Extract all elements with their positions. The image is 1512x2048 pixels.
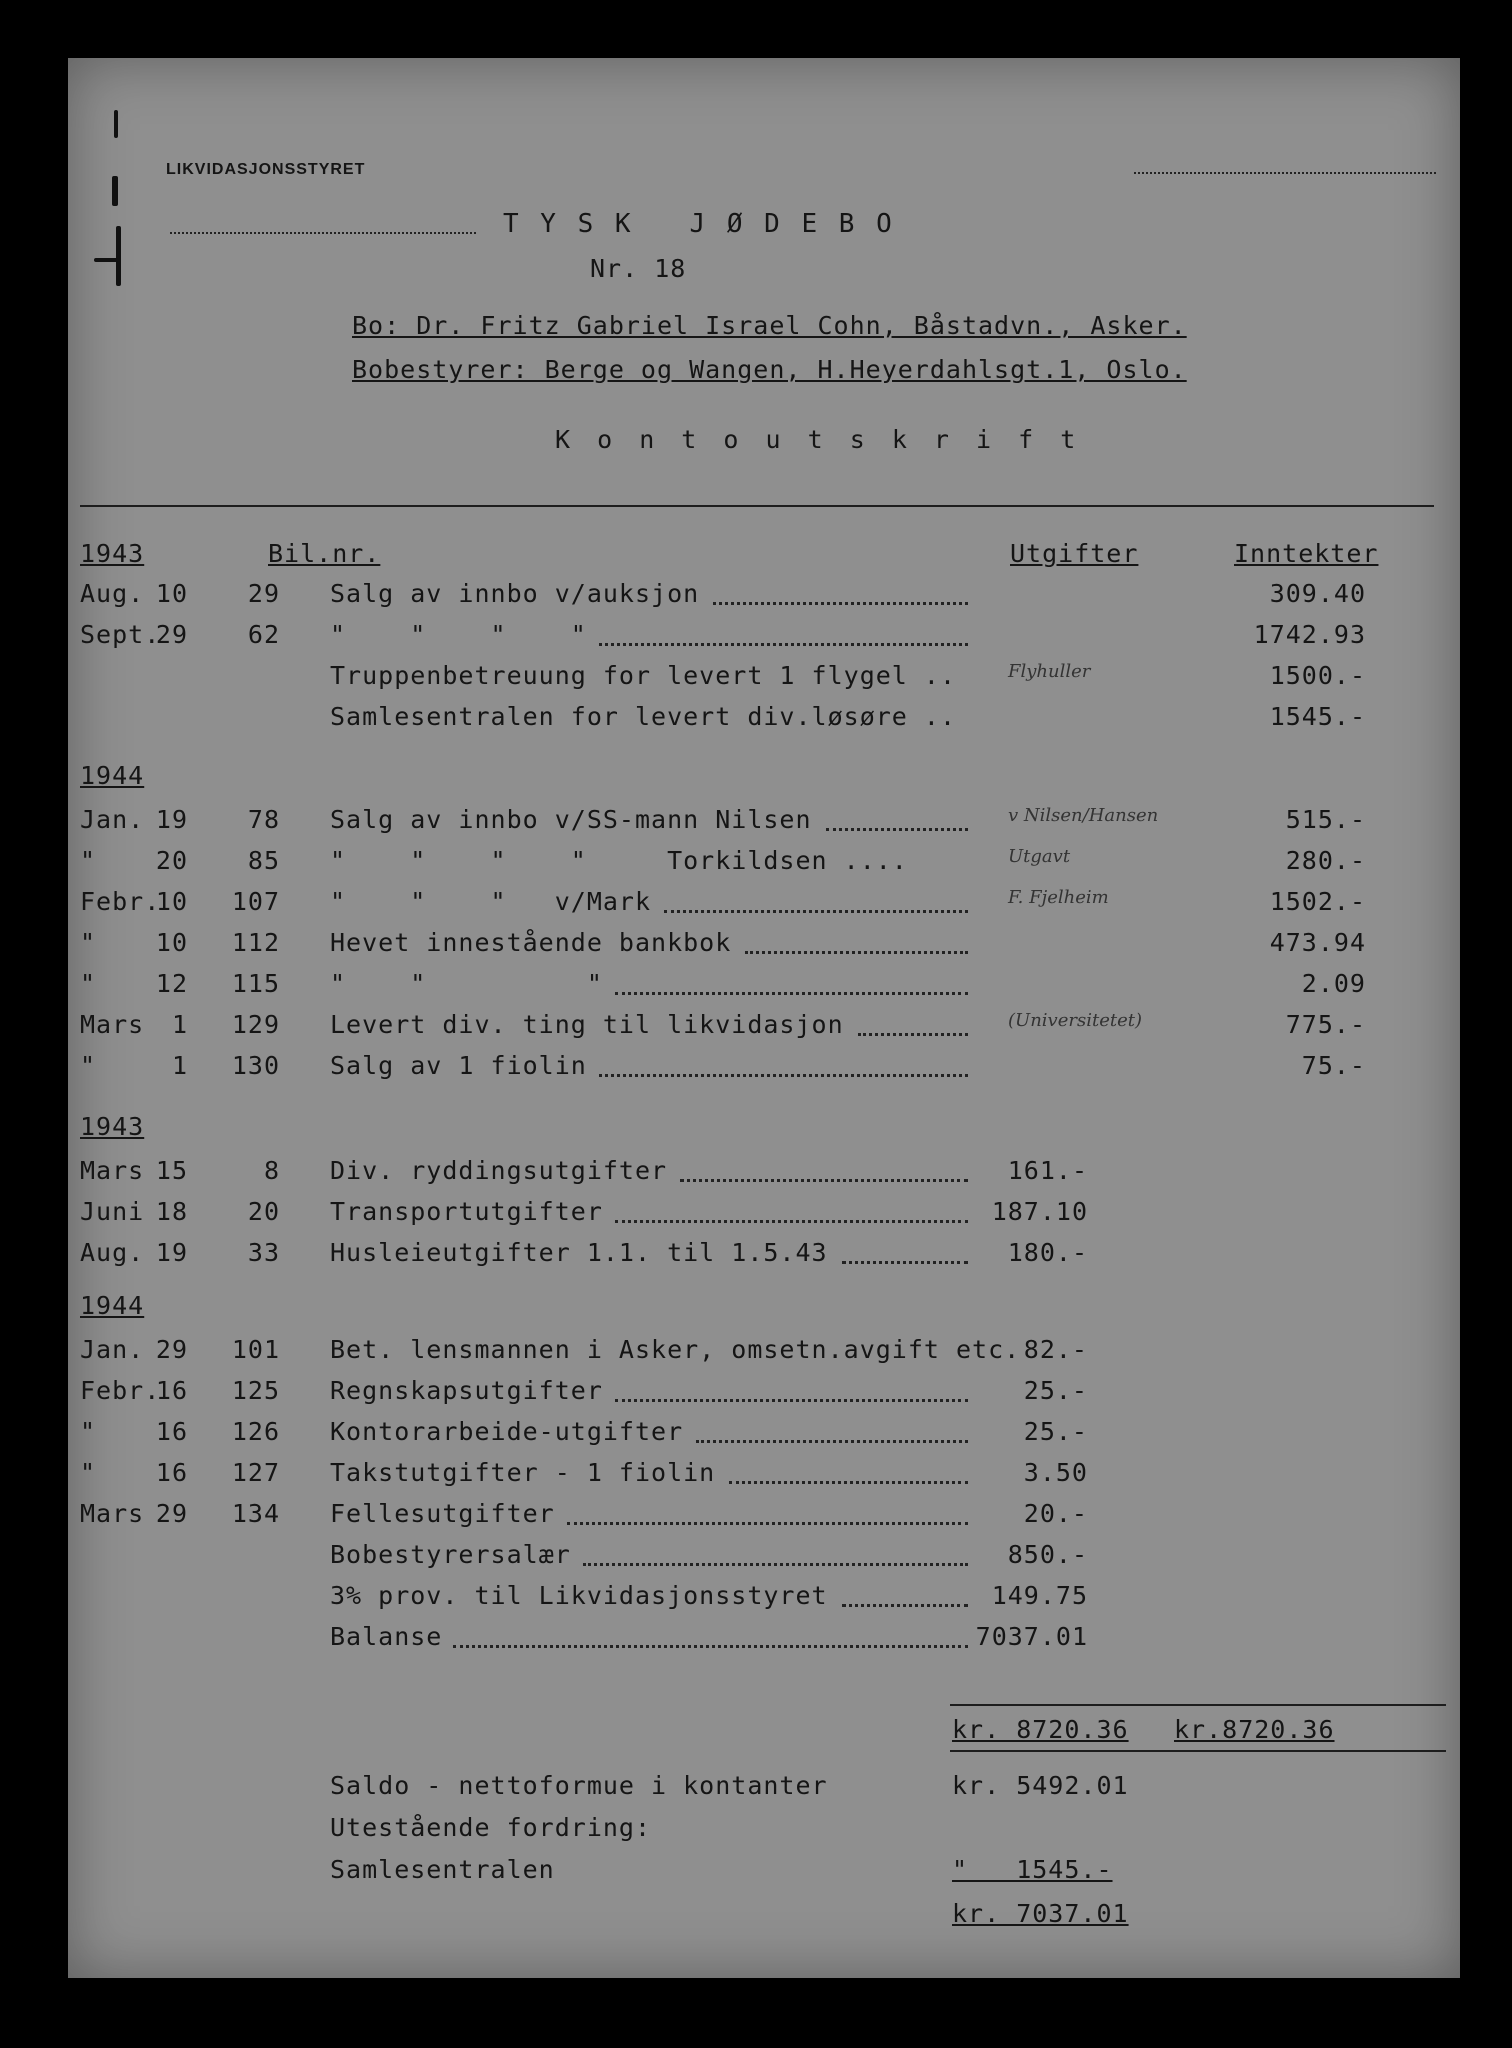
dot-leader (583, 1563, 968, 1566)
dot-leader (615, 992, 968, 995)
row-month: Sept. (80, 620, 161, 649)
row-day: 10 (155, 579, 188, 608)
binding-mark (94, 258, 118, 262)
dot-leader (453, 1645, 968, 1648)
row-description: Salg av innbo v/SS-mann Nilsen (330, 805, 812, 834)
row-amount: 515.- (1285, 805, 1366, 834)
binding-mark (114, 110, 118, 138)
handwritten-note: v Nilsen/Hansen (1008, 805, 1159, 826)
row-day: 29 (155, 1335, 188, 1364)
row-month: Mars (80, 1499, 145, 1528)
row-month: Jan. (80, 1335, 145, 1364)
row-amount: 7037.01 (975, 1622, 1088, 1651)
row-day: 12 (155, 969, 188, 998)
year-heading-1944: 1944 (80, 761, 145, 790)
row-month: Juni (80, 1197, 145, 1226)
row-description: Hevet innestående bankbok (330, 928, 732, 957)
header-rule (80, 505, 1434, 507)
dot-leader (826, 828, 968, 831)
row-amount: 1502.- (1269, 887, 1366, 916)
row-description: Husleieutgifter 1.1. til 1.5.43 (330, 1238, 828, 1267)
row-description: Fellesutgifter (330, 1499, 555, 1528)
dot-leader (713, 602, 968, 605)
dot-leader (680, 1179, 968, 1182)
row-amount: 75.- (1301, 1051, 1366, 1080)
row-voucher: 78 (247, 805, 280, 834)
dot-leader (615, 1399, 968, 1402)
handwritten-note: Flyhuller (1008, 661, 1091, 682)
dot-leader (858, 1033, 968, 1036)
row-voucher: 112 (231, 928, 280, 957)
dot-leader (615, 1220, 968, 1223)
row-amount: 161.- (1007, 1156, 1088, 1185)
dot-leader (745, 951, 968, 954)
organization-stamp: LIKVIDASJONSSTYRET (166, 161, 366, 178)
row-month: " (80, 969, 97, 998)
row-description: Samlesentralen for levert div.løsøre .. (330, 702, 956, 731)
row-amount: 187.10 (991, 1197, 1088, 1226)
row-day: 1 (171, 1010, 188, 1039)
row-voucher: 129 (231, 1010, 280, 1039)
administrator-line: Bobestyrer: Berge og Wangen, H.Heyerdahlsgt.1, Oslo. (352, 355, 1187, 384)
row-description: Kontorarbeide-utgifter (330, 1417, 684, 1446)
row-voucher: 127 (231, 1458, 280, 1487)
row-amount: 309.40 (1269, 579, 1366, 608)
row-voucher: 29 (247, 579, 280, 608)
row-day: 16 (155, 1376, 188, 1405)
row-voucher: 126 (231, 1417, 280, 1446)
row-description: " " " " (330, 620, 587, 649)
row-amount: 775.- (1285, 1010, 1366, 1039)
row-description: Regnskapsutgifter (330, 1376, 603, 1405)
row-amount: 25.- (1023, 1376, 1088, 1405)
row-day: 19 (155, 1238, 188, 1267)
reference-line (1134, 172, 1436, 174)
row-description: Bet. lensmannen i Asker, omsetn.avgift etc. (330, 1335, 1021, 1364)
row-voucher: 134 (231, 1499, 280, 1528)
row-description: Salg av 1 fiolin (330, 1051, 587, 1080)
estate-line: Bo: Dr. Fritz Gabriel Israel Cohn, Båstadvn., Asker. (352, 311, 1187, 340)
row-day: 15 (155, 1156, 188, 1185)
document-title: T Y S K J Ø D E B O (503, 209, 895, 239)
row-amount: 1545.- (1269, 702, 1366, 731)
totals-rule-bottom (950, 1750, 1446, 1752)
row-month: " (80, 1458, 97, 1487)
row-voucher: 8 (263, 1156, 280, 1185)
dot-leader (599, 643, 968, 646)
row-amount: 1500.- (1269, 661, 1366, 690)
statement-subtitle: K o n t o u t s k r i f t (555, 425, 1082, 454)
row-day: 10 (155, 887, 188, 916)
row-amount: 3.50 (1023, 1458, 1088, 1487)
row-amount: 82.- (1023, 1335, 1088, 1364)
row-day: 1 (171, 1051, 188, 1080)
row-day: 10 (155, 928, 188, 957)
row-day: 16 (155, 1458, 188, 1487)
income-total: kr.8720.36 (1174, 1715, 1335, 1744)
row-voucher: 125 (231, 1376, 280, 1405)
dot-leader (599, 1074, 968, 1077)
binding-mark (116, 226, 121, 286)
binding-mark (112, 176, 118, 206)
expenses-column-header: Utgifter (1010, 539, 1139, 568)
row-month: " (80, 928, 97, 957)
row-day: 29 (155, 620, 188, 649)
row-voucher: 85 (247, 846, 280, 875)
dot-leader (567, 1522, 968, 1525)
row-month: " (80, 846, 97, 875)
row-voucher: 33 (247, 1238, 280, 1267)
row-voucher: 130 (231, 1051, 280, 1080)
row-month: Mars (80, 1010, 145, 1039)
row-description: Div. ryddingsutgifter (330, 1156, 668, 1185)
expenses-total: kr. 8720.36 (952, 1715, 1129, 1744)
row-amount: 2.09 (1301, 969, 1366, 998)
year-heading-1943-expenses: 1943 (80, 1112, 145, 1141)
saldo-value: kr. 5492.01 (952, 1771, 1129, 1800)
row-day: 29 (155, 1499, 188, 1528)
handwritten-note: F. Fjelheim (1008, 887, 1109, 908)
row-day: 18 (155, 1197, 188, 1226)
dot-leader (664, 910, 968, 913)
row-amount: 850.- (1007, 1540, 1088, 1569)
document-page (68, 58, 1460, 1978)
creditor-value: " 1545.- (952, 1855, 1113, 1884)
row-day: 19 (155, 805, 188, 834)
row-voucher: 20 (247, 1197, 280, 1226)
row-month: Febr. (80, 1376, 161, 1405)
saldo-label: Saldo - nettoformue i kontanter (330, 1771, 828, 1800)
row-description: 3% prov. til Likvidasjonsstyret (330, 1581, 828, 1610)
row-amount: 25.- (1023, 1417, 1088, 1446)
row-amount: 1742.93 (1253, 620, 1366, 649)
row-description: " " " v/Mark (330, 887, 652, 916)
row-month: Aug. (80, 579, 145, 608)
voucher-column-header: Bil.nr. (268, 539, 381, 568)
row-day: 16 (155, 1417, 188, 1446)
row-voucher: 107 (231, 887, 280, 916)
row-voucher: 115 (231, 969, 280, 998)
row-amount: 20.- (1023, 1499, 1088, 1528)
year-heading-1943: 1943 (80, 539, 145, 568)
row-amount: 149.75 (991, 1581, 1088, 1610)
row-voucher: 101 (231, 1335, 280, 1364)
row-description: " " " (330, 969, 603, 998)
row-description: Balanse (330, 1622, 443, 1651)
outstanding-label: Utestående fordring: (330, 1813, 652, 1842)
row-description: Salg av innbo v/auksjon (330, 579, 700, 608)
row-description: Bobestyrersalær (330, 1540, 571, 1569)
row-month: Mars (80, 1156, 145, 1185)
row-month: Jan. (80, 805, 145, 834)
handwritten-note: Utgavt (1008, 846, 1071, 867)
row-description: Levert div. ting til likvidasjon (330, 1010, 844, 1039)
row-description: Transportutgifter (330, 1197, 603, 1226)
case-number: Nr. 18 (590, 254, 687, 283)
row-amount: 473.94 (1269, 928, 1366, 957)
handwritten-note: (Universitetet) (1008, 1010, 1142, 1031)
reference-line (170, 232, 476, 234)
summary-total: kr. 7037.01 (952, 1899, 1129, 1928)
row-description: Truppenbetreuung for levert 1 flygel .. (330, 661, 956, 690)
row-amount: 280.- (1285, 846, 1366, 875)
year-heading-1944-expenses: 1944 (80, 1291, 145, 1320)
row-day: 20 (155, 846, 188, 875)
row-month: " (80, 1417, 97, 1446)
row-description: " " " " Torkildsen .... (330, 846, 908, 875)
creditor-label: Samlesentralen (330, 1855, 555, 1884)
row-month: Aug. (80, 1238, 145, 1267)
row-month: Febr. (80, 887, 161, 916)
totals-rule-top (950, 1704, 1446, 1706)
row-voucher: 62 (247, 620, 280, 649)
income-column-header: Inntekter (1234, 539, 1379, 568)
row-amount: 180.- (1007, 1238, 1088, 1267)
row-month: " (80, 1051, 97, 1080)
row-description: Takstutgifter - 1 fiolin (330, 1458, 716, 1487)
